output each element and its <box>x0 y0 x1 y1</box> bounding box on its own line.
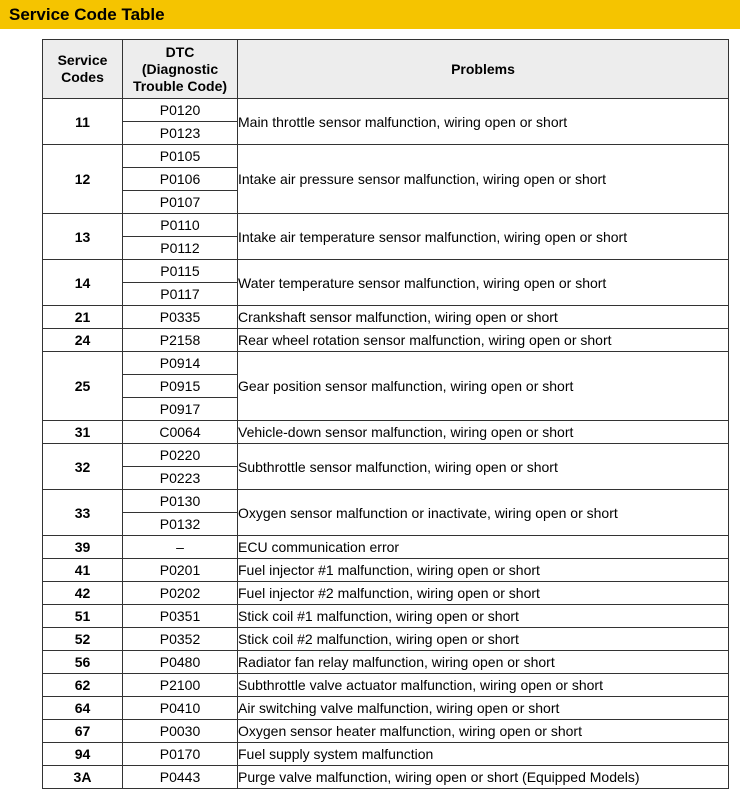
dtc-cell: P0170 <box>123 743 238 766</box>
dtc-cell: P2100 <box>123 674 238 697</box>
table-row <box>43 260 729 283</box>
service-header-line-2: Codes <box>61 69 104 85</box>
dtc-cell: P0220 <box>123 444 238 467</box>
service-code-table <box>42 39 729 789</box>
table-row <box>43 720 729 743</box>
dtc-cell: C0064 <box>123 421 238 444</box>
dtc-cell: P0132 <box>123 513 238 536</box>
dtc-cell: P0914 <box>123 352 238 375</box>
problem-cell: Oxygen sensor malfunction or inactivate, wiring open or short <box>238 490 729 536</box>
table-row <box>43 605 729 628</box>
dtc-cell: P0410 <box>123 697 238 720</box>
dtc-cell: P0917 <box>123 398 238 421</box>
dtc-header-line-2: (Diagnostic <box>141 60 219 77</box>
dtc-cell: P0110 <box>123 214 238 237</box>
problem-cell: Intake air pressure sensor malfunction, wiring open or short <box>238 145 729 214</box>
service-header-line-1: Service <box>57 52 108 68</box>
service-code-cell: 67 <box>43 720 123 743</box>
dtc-cell: P2158 <box>123 329 238 352</box>
table-row <box>43 628 729 651</box>
service-code-cell: 24 <box>43 329 123 352</box>
dtc-cell: P0105 <box>123 145 238 168</box>
dtc-cell: P0915 <box>123 375 238 398</box>
dtc-cell: P0352 <box>123 628 238 651</box>
dtc-cell: P0351 <box>123 605 238 628</box>
service-code-cell: 51 <box>43 605 123 628</box>
service-code-cell: 3A <box>43 766 123 789</box>
dtc-cell: P0123 <box>123 122 238 145</box>
service-code-cell: 32 <box>43 444 123 490</box>
table-row <box>43 145 729 168</box>
problem-cell: Fuel injector #2 malfunction, wiring open or short <box>238 582 729 605</box>
table-row <box>43 697 729 720</box>
dtc-cell: P0202 <box>123 582 238 605</box>
table-row <box>43 743 729 766</box>
problem-cell: Stick coil #1 malfunction, wiring open or short <box>238 605 729 628</box>
service-code-cell: 41 <box>43 559 123 582</box>
table-row <box>43 352 729 375</box>
table-row <box>43 214 729 237</box>
dtc-cell: P0335 <box>123 306 238 329</box>
table-body <box>43 99 729 789</box>
dtc-cell: P0120 <box>123 99 238 122</box>
problem-cell: Purge valve malfunction, wiring open or short (Equipped Models) <box>238 766 729 789</box>
table-row <box>43 559 729 582</box>
problem-cell: Subthrottle sensor malfunction, wiring open or short <box>238 444 729 490</box>
table-row <box>43 99 729 122</box>
service-code-cell: 11 <box>43 99 123 145</box>
header-row <box>43 40 729 99</box>
problem-cell: Fuel injector #1 malfunction, wiring open or short <box>238 559 729 582</box>
service-code-cell: 42 <box>43 582 123 605</box>
problem-cell: Vehicle-down sensor malfunction, wiring open or short <box>238 421 729 444</box>
dtc-cell: P0107 <box>123 191 238 214</box>
title-bar <box>0 0 740 29</box>
problem-cell: Oxygen sensor heater malfunction, wiring open or short <box>238 720 729 743</box>
problem-cell: Gear position sensor malfunction, wiring open or short <box>238 352 729 421</box>
service-code-cell: 33 <box>43 490 123 536</box>
page-title: Service Code Table <box>9 5 165 24</box>
service-code-cell: 12 <box>43 145 123 214</box>
problem-cell: Intake air temperature sensor malfunction, wiring open or short <box>238 214 729 260</box>
table-row <box>43 444 729 467</box>
service-code-cell: 31 <box>43 421 123 444</box>
table-row <box>43 674 729 697</box>
dtc-cell: P0115 <box>123 260 238 283</box>
dtc-cell: P0106 <box>123 168 238 191</box>
dtc-cell: P0130 <box>123 490 238 513</box>
dtc-cell: P0117 <box>123 283 238 306</box>
problem-cell: Fuel supply system malfunction <box>238 743 729 766</box>
service-code-cell: 52 <box>43 628 123 651</box>
dtc-cell: P0480 <box>123 651 238 674</box>
dtc-cell: P0030 <box>123 720 238 743</box>
problem-cell: Radiator fan relay malfunction, wiring open or short <box>238 651 729 674</box>
problem-cell: Rear wheel rotation sensor malfunction, wiring open or short <box>238 329 729 352</box>
service-code-cell: 13 <box>43 214 123 260</box>
problems-header: Problems <box>238 40 729 99</box>
service-code-cell: 64 <box>43 697 123 720</box>
table-row <box>43 421 729 444</box>
dtc-cell: P0223 <box>123 467 238 490</box>
service-code-cell: 25 <box>43 352 123 421</box>
service-code-cell: 21 <box>43 306 123 329</box>
problem-cell: Stick coil #2 malfunction, wiring open or short <box>238 628 729 651</box>
dtc-cell: P0443 <box>123 766 238 789</box>
dtc-header <box>123 40 238 99</box>
service-code-cell: 94 <box>43 743 123 766</box>
service-code-cell: 62 <box>43 674 123 697</box>
problem-cell: Air switching valve malfunction, wiring open or short <box>238 697 729 720</box>
service-code-cell: 56 <box>43 651 123 674</box>
service-code-cell: 39 <box>43 536 123 559</box>
table-row <box>43 536 729 559</box>
table-row <box>43 329 729 352</box>
service-codes-header <box>43 40 123 99</box>
problem-cell: Main throttle sensor malfunction, wiring open or short <box>238 99 729 145</box>
dtc-cell: – <box>123 536 238 559</box>
dtc-header-line-3: Trouble Code) <box>132 77 228 94</box>
problem-cell: Subthrottle valve actuator malfunction, wiring open or short <box>238 674 729 697</box>
problem-cell: Water temperature sensor malfunction, wiring open or short <box>238 260 729 306</box>
table-row <box>43 582 729 605</box>
problem-cell: Crankshaft sensor malfunction, wiring open or short <box>238 306 729 329</box>
table-row <box>43 766 729 789</box>
table-row <box>43 490 729 513</box>
dtc-cell: P0201 <box>123 559 238 582</box>
table-row <box>43 306 729 329</box>
service-code-cell: 14 <box>43 260 123 306</box>
dtc-cell: P0112 <box>123 237 238 260</box>
table-row <box>43 651 729 674</box>
problem-cell: ECU communication error <box>238 536 729 559</box>
dtc-header-line-1: DTC <box>165 43 195 60</box>
